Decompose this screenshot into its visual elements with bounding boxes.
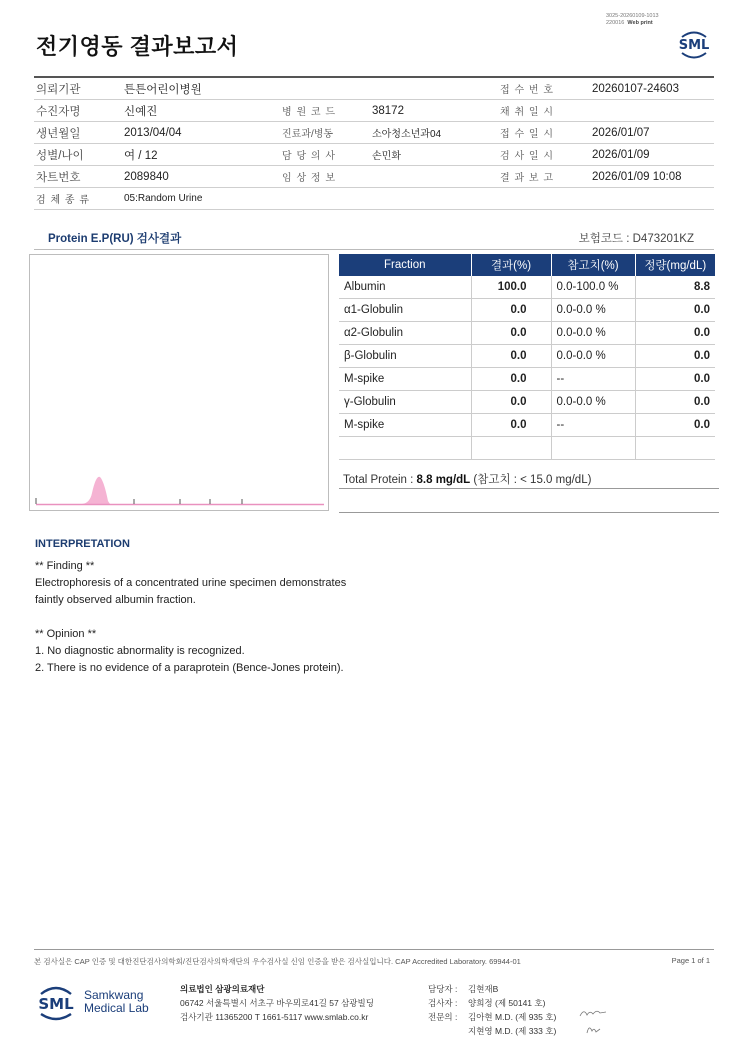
specimen-value: 05:Random Urine	[124, 188, 714, 210]
reference-cell: 0.0-100.0 %	[551, 276, 635, 299]
page-number: Page 1 of 1	[671, 956, 710, 965]
insurance-code: 보험코드 : D473201KZ	[578, 233, 694, 245]
chart-label: 차트번호	[34, 166, 124, 188]
result-cell: 0.0	[471, 368, 551, 391]
svg-text:SML: SML	[38, 995, 74, 1013]
staff-label: 담당자 :	[428, 984, 458, 994]
report-value: 2026/01/09 10:08	[592, 166, 714, 188]
reference-cell: 0.0-0.0 %	[551, 299, 635, 322]
signature-icon	[578, 1006, 608, 1020]
result-row	[339, 299, 715, 322]
fraction-cell	[339, 437, 471, 460]
sex-age-label: 성별/나이	[34, 144, 124, 166]
reference-cell: 0.0-0.0 %	[551, 322, 635, 345]
clinical-label: 임 상 정 보	[282, 166, 372, 188]
birth-value: 2013/04/04	[124, 122, 282, 144]
interpretation-text	[35, 558, 346, 677]
organization-info: 의료법인 삼광의료재단 06742 서울특별시 서초구 바우뫼로41길 57 삼광빌딩 검사기관 11365200 T 1661-5117 www.smlab.co.kr	[180, 984, 374, 1022]
section-divider	[34, 249, 714, 250]
reference-cell: --	[551, 368, 635, 391]
interpretation-line: 2. There is no evidence of a paraprotein (Bence-Jones protein).	[35, 662, 344, 674]
staff-label: 전문의 :	[428, 1012, 458, 1022]
result-cell	[471, 437, 551, 460]
print-id: 3025-20260109-1013 220016 Web print	[606, 13, 659, 26]
interpretation-line	[35, 609, 346, 626]
result-cell: 0.0	[471, 345, 551, 368]
result-row	[339, 391, 715, 414]
staff-row	[428, 996, 556, 1010]
interpretation-line: ** Opinion **	[35, 628, 97, 640]
doctor-label: 담 당 의 사	[282, 144, 372, 166]
staff-row	[428, 982, 556, 996]
divider	[339, 512, 719, 513]
reference-cell	[551, 437, 635, 460]
interpretation-line: Electrophoresis of a concentrated urine specimen demonstrates	[35, 577, 347, 589]
reference-cell: 0.0-0.0 %	[551, 345, 635, 368]
fraction-cell: α2-Globulin	[339, 322, 471, 345]
header-quantity: 정량(mg/dL)	[635, 254, 715, 276]
chart-value: 2089840	[124, 166, 282, 188]
accreditation-note: 본 검사실은 CAP 인증 및 대한진단검사의학회/진단검사의학재단의 우수검사실 신임 인증을 받은 검사실입니다. CAP Accredited Laboratory. 69944-01	[34, 957, 521, 966]
result-row	[339, 368, 715, 391]
hospital-code-value: 38172	[372, 100, 500, 122]
quantity-cell: 0.0	[635, 391, 715, 414]
results-header-row	[339, 254, 715, 276]
patient-info-table	[34, 76, 714, 210]
reference-cell: --	[551, 414, 635, 437]
clinical-value	[372, 166, 500, 188]
hospital-value: 튼튼어린이병원	[124, 77, 500, 100]
quantity-cell: 0.0	[635, 414, 715, 437]
electrophoresis-graph	[29, 254, 329, 511]
staff-row	[428, 1010, 556, 1024]
total-protein: Total Protein : 8.8 mg/dL (참고치 : < 15.0 mg/dL)	[343, 474, 592, 486]
staff-name: 지현영 M.D. (제 333 호)	[468, 1026, 557, 1036]
results-table	[339, 254, 715, 460]
result-cell: 100.0	[471, 276, 551, 299]
collect-value	[592, 100, 714, 122]
result-cell: 0.0	[471, 391, 551, 414]
doctor-value: 손민화	[372, 144, 500, 166]
sml-logo-icon	[676, 26, 712, 62]
staff-name: 김아현 M.D. (제 935 호)	[468, 1012, 557, 1022]
dept-label: 진료과/병동	[282, 122, 372, 144]
hospital-code-label: 병 원 코 드	[282, 100, 372, 122]
fraction-cell: Albumin	[339, 276, 471, 299]
result-row	[339, 414, 715, 437]
quantity-cell: 0.0	[635, 299, 715, 322]
birth-label: 생년월일	[34, 122, 124, 144]
receipt-no-value: 20260107-24603	[592, 77, 714, 100]
quantity-cell	[635, 437, 715, 460]
sml-logo-icon	[36, 980, 76, 1024]
signature-icon	[584, 1022, 604, 1036]
result-row	[339, 322, 715, 345]
dept-value: 소아청소년과04	[372, 122, 500, 144]
report-label: 결 과 보 고	[500, 166, 592, 188]
fraction-cell: α1-Globulin	[339, 299, 471, 322]
header-result: 결과(%)	[471, 254, 551, 276]
result-cell: 0.0	[471, 414, 551, 437]
result-row	[339, 276, 715, 299]
result-cell: 0.0	[471, 299, 551, 322]
svg-text:SML: SML	[678, 38, 710, 53]
divider	[339, 488, 719, 489]
sex-age-value: 여 / 12	[124, 144, 282, 166]
fraction-cell: β-Globulin	[339, 345, 471, 368]
staff-list	[428, 982, 556, 1038]
patient-label: 수진자명	[34, 100, 124, 122]
receipt-date-value: 2026/01/07	[592, 122, 714, 144]
fraction-cell: γ-Globulin	[339, 391, 471, 414]
quantity-cell: 0.0	[635, 322, 715, 345]
staff-label: 검사자 :	[428, 998, 458, 1008]
result-row	[339, 345, 715, 368]
footer-divider	[34, 949, 714, 950]
quantity-cell: 0.0	[635, 368, 715, 391]
fraction-cell: M-spike	[339, 414, 471, 437]
interpretation-title: INTERPRETATION	[35, 538, 130, 550]
exam-date-value: 2026/01/09	[592, 144, 714, 166]
interpretation-line: ** Finding **	[35, 560, 95, 572]
result-row	[339, 437, 715, 460]
interpretation-line: faintly observed albumin fraction.	[35, 594, 196, 606]
brand-name: Samkwang Medical Lab	[84, 988, 149, 1015]
staff-row	[428, 1024, 556, 1038]
patient-value: 신예진	[124, 100, 282, 122]
staff-name: 양희정 (제 50141 호)	[468, 998, 546, 1008]
report-title: 전기영동 결과보고서	[36, 34, 239, 59]
header-fraction: Fraction	[339, 254, 471, 276]
result-cell: 0.0	[471, 322, 551, 345]
receipt-no-label: 접 수 번 호	[500, 77, 592, 100]
exam-date-label: 검 사 일 시	[500, 144, 592, 166]
quantity-cell: 8.8	[635, 276, 715, 299]
fraction-cell: M-spike	[339, 368, 471, 391]
header-reference: 참고치(%)	[551, 254, 635, 276]
receipt-date-label: 접 수 일 시	[500, 122, 592, 144]
section-title: Protein E.P(RU) 검사결과	[48, 233, 182, 245]
reference-cell: 0.0-0.0 %	[551, 391, 635, 414]
staff-name: 김현재B	[468, 984, 499, 994]
hospital-label: 의뢰기관	[34, 77, 124, 100]
specimen-label: 검 체 종 류	[34, 188, 124, 210]
collect-label: 채 취 일 시	[500, 100, 592, 122]
interpretation-line: 1. No diagnostic abnormality is recognized.	[35, 645, 245, 657]
electrophoresis-curve	[30, 255, 328, 510]
quantity-cell: 0.0	[635, 345, 715, 368]
